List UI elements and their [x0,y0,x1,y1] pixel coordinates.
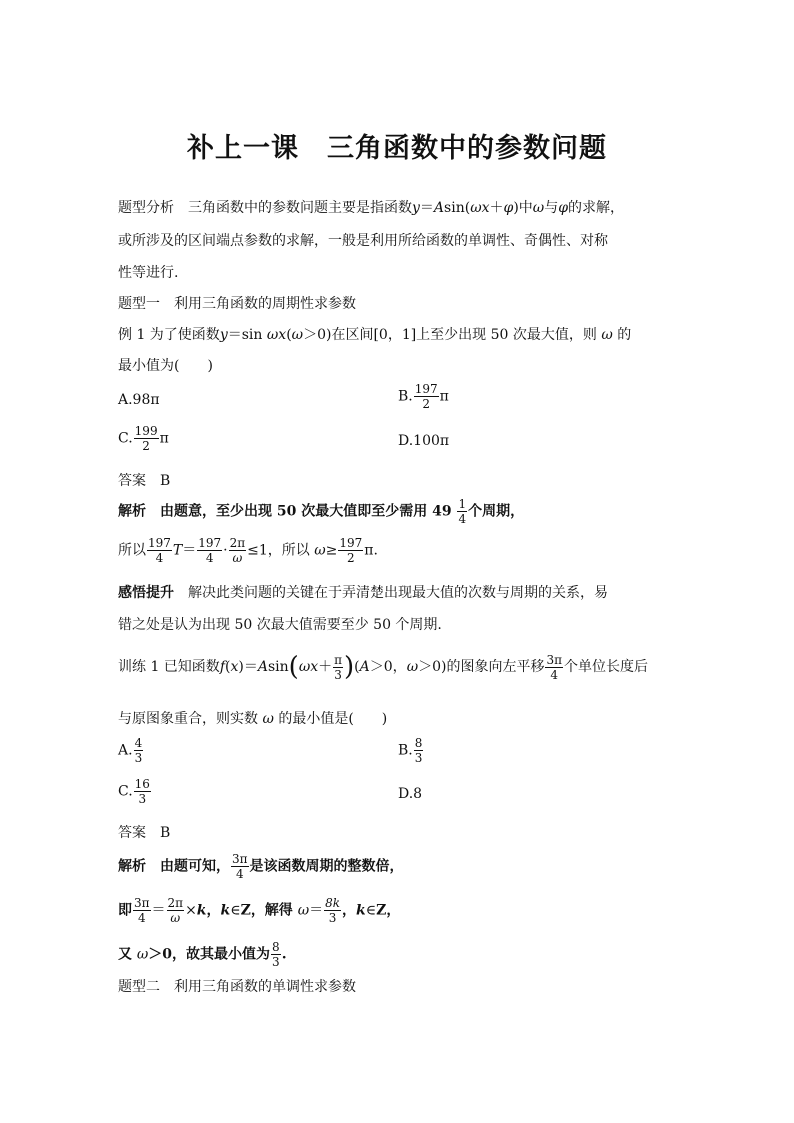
training-text: 的最小值是( ) [273,711,388,727]
training1-solution-1 [118,852,404,881]
plus-sign: ＋ [489,200,504,216]
example-text: 例 1 为了使函数 [118,327,220,343]
training1-option-c [118,777,152,806]
var-omega: ω [136,946,149,963]
type1-heading: 题型一 利用三角函数的周期性求参数 [118,296,356,312]
fraction [167,896,185,925]
option-prefix: B. [398,388,413,405]
numerator: 3π [546,652,563,667]
var-T: T [172,542,183,559]
insight-label: 感悟提升 [118,585,174,601]
denominator: 3 [414,751,423,765]
example1-line-1 [118,324,631,344]
training-text: ＞0)的图象向左平移 [418,659,545,675]
option-prefix: C. [118,430,133,447]
var-phi: φ [558,200,569,216]
sin-text: sin( [444,200,471,216]
training-text: 个单位长度后 [564,659,649,675]
fraction [271,940,281,969]
var-y: y [219,327,228,343]
option-prefix: B. [398,742,413,759]
numerator: 2π [229,536,246,550]
fraction [134,777,151,806]
denominator: 3 [138,792,147,806]
var-omega-x: ωx [266,327,287,343]
numerator: 197 [198,536,222,550]
var-A: A [359,659,370,675]
var-f: f [219,659,225,675]
denominator: 2 [142,439,150,453]
solution-text: 个周期， [468,503,525,520]
denominator: 4 [137,911,146,925]
intro-text: 与 [544,200,559,216]
intro-line-2: 或所涉及的区间端点参数的求解，一般是利用所给函数的单调性、奇偶性、对称 [118,233,608,249]
denominator: 4 [205,551,214,565]
numerator: 199 [134,424,158,438]
var-omega: ω [532,200,545,216]
paren: ( [225,659,231,675]
denominator: 3 [328,911,337,925]
example1-line-2: 最小值为( ) [118,358,213,374]
solution-text: ， [386,902,401,919]
var-A: A [257,659,268,675]
training1-solution-3 [118,940,287,969]
example1-answer: 答案 B [118,473,171,489]
numerator: 3π [232,852,248,866]
fraction [545,653,563,682]
example1-solution-2 [118,536,378,565]
denominator: 3 [134,751,143,765]
numerator: 2π [167,896,184,910]
in-sign: ∈ [230,902,241,919]
training1-answer: 答案 B [118,825,171,841]
training-text: 与原图象重合，则实数 [118,711,263,727]
paren: ( [354,659,360,675]
var-omega: ω [406,659,419,675]
numerator: π [334,652,343,667]
page-title: 补上一课 三角函数中的参数问题 [187,133,607,164]
set-Z: Z [240,902,251,919]
intro-text: 题型分析 三角函数中的参数问题主要是指函数 [118,200,412,216]
example1-option-a: A.98π [118,392,160,408]
intro-text: 的求解， [568,200,625,216]
var-omega: ω [601,327,613,343]
solution-text: 解析 由题意，至少出现 50 次最大值即至少需用 49 [118,503,457,520]
fraction [333,653,343,682]
intro-line-3: 性等进行. [118,265,179,281]
var-k: k [196,902,207,919]
example1-option-b [398,382,449,411]
fraction [134,736,144,765]
solution-text: 所以 [118,542,146,559]
training1-solution-2 [118,896,400,925]
fraction [414,382,439,411]
insight-line-2: 错之处是认为出现 50 次最大值需要至少 50 个周期. [118,617,442,633]
example1-solution-1 [118,497,524,526]
fraction [197,536,222,565]
example-text: ＝sin [227,327,267,343]
right-paren: ) [344,652,355,682]
eq-sign: ＝ [419,200,434,216]
numerator: 3π [134,896,150,910]
numerator: 197 [148,536,171,550]
type2-heading: 题型二 利用三角函数的单调性求参数 [118,979,356,995]
numerator: 8k [325,896,341,910]
fraction [457,497,467,526]
var-omega: ω [314,542,326,559]
fraction [134,424,159,453]
var-x: x [230,659,239,675]
eq-sign: ＝ [182,542,197,559]
denominator: 4 [235,867,244,881]
training-text: 训练 1 已知函数 [118,659,220,675]
plus-sign: ＋ [318,659,333,675]
fraction [324,896,341,925]
example-text: ( [286,327,292,343]
solution-text: ， [342,902,357,919]
numerator: 1 [458,497,467,511]
var-omega-x: ωx [470,200,490,216]
training-text: )＝ [238,659,258,675]
denominator: 2 [347,551,355,565]
example-text: 的 [612,327,632,343]
solution-text: π. [364,542,378,559]
geq-sign: ≥ [325,542,338,559]
intro-text: )中 [513,200,533,216]
denominator: ω [170,911,181,925]
numerator: 8 [414,736,423,750]
option-prefix: C. [118,783,133,800]
insight-text: 解决此类问题的关键在于弄清楚出现最大值的次数与周期的关系，易 [174,585,608,601]
dot-sign: · [223,542,228,559]
numerator: 197 [414,382,438,396]
numerator: 197 [339,536,363,550]
pi-symbol: π [439,388,449,405]
training1-option-a [118,736,144,765]
var-phi: φ [503,200,514,216]
training1-line-1 [118,652,648,682]
training1-option-b [398,736,424,765]
fraction [414,736,424,765]
insight-line-1 [118,582,608,602]
solution-text: ≤1，所以 [247,542,315,559]
fraction [231,852,249,881]
fraction [147,536,172,565]
denominator: 3 [272,955,280,969]
training1-option-d: D.8 [398,786,423,802]
denominator: 4 [458,512,467,526]
numerator: 8 [272,940,280,954]
set-Z: Z [376,902,387,919]
denominator: 3 [334,667,342,682]
intro-line-1 [118,197,624,217]
var-k: k [220,902,231,919]
var-omega: ω [297,902,310,919]
in-sign: ∈ [365,902,377,919]
var-A: A [433,200,445,216]
solution-text: ，解得 [250,902,298,919]
denominator: 4 [155,551,164,565]
left-paren: ( [288,652,299,682]
solution-text: 又 [118,946,137,963]
example-text: ＞0)在区间[0，1]上至少出现 50 次最大值，则 [303,327,602,343]
var-omega: ω [262,711,274,727]
var-y: y [412,200,420,216]
denominator: ω [232,551,243,565]
solution-text: 是该函数周期的整数倍， [249,858,404,875]
fraction [338,536,363,565]
denominator: 4 [550,667,559,682]
fraction [133,896,151,925]
numerator: 4 [134,736,143,750]
training-text: ＞0， [369,659,407,675]
pi-symbol: π [159,430,169,447]
eq-sign: ＝ [309,902,324,919]
var-omega: ω [291,327,304,343]
denominator: 2 [422,397,431,411]
solution-text: 解析 由题可知， [118,858,230,875]
times-sign: × [185,902,197,919]
fraction [229,536,247,565]
example1-option-d: D.100π [398,433,450,449]
solution-text: ， [206,902,221,919]
option-prefix: A. [118,742,133,759]
solution-text: ＞0，故其最小值为 [148,946,271,963]
numerator: 16 [134,777,150,791]
solution-text: 即 [118,902,132,919]
var-k: k [356,902,366,919]
solution-text: . [281,946,287,963]
sin-text: sin [267,659,289,675]
example1-option-c [118,424,169,453]
training1-line-2 [118,708,387,728]
var-omega-x: ωx [298,659,319,675]
eq-sign: ＝ [151,902,166,919]
